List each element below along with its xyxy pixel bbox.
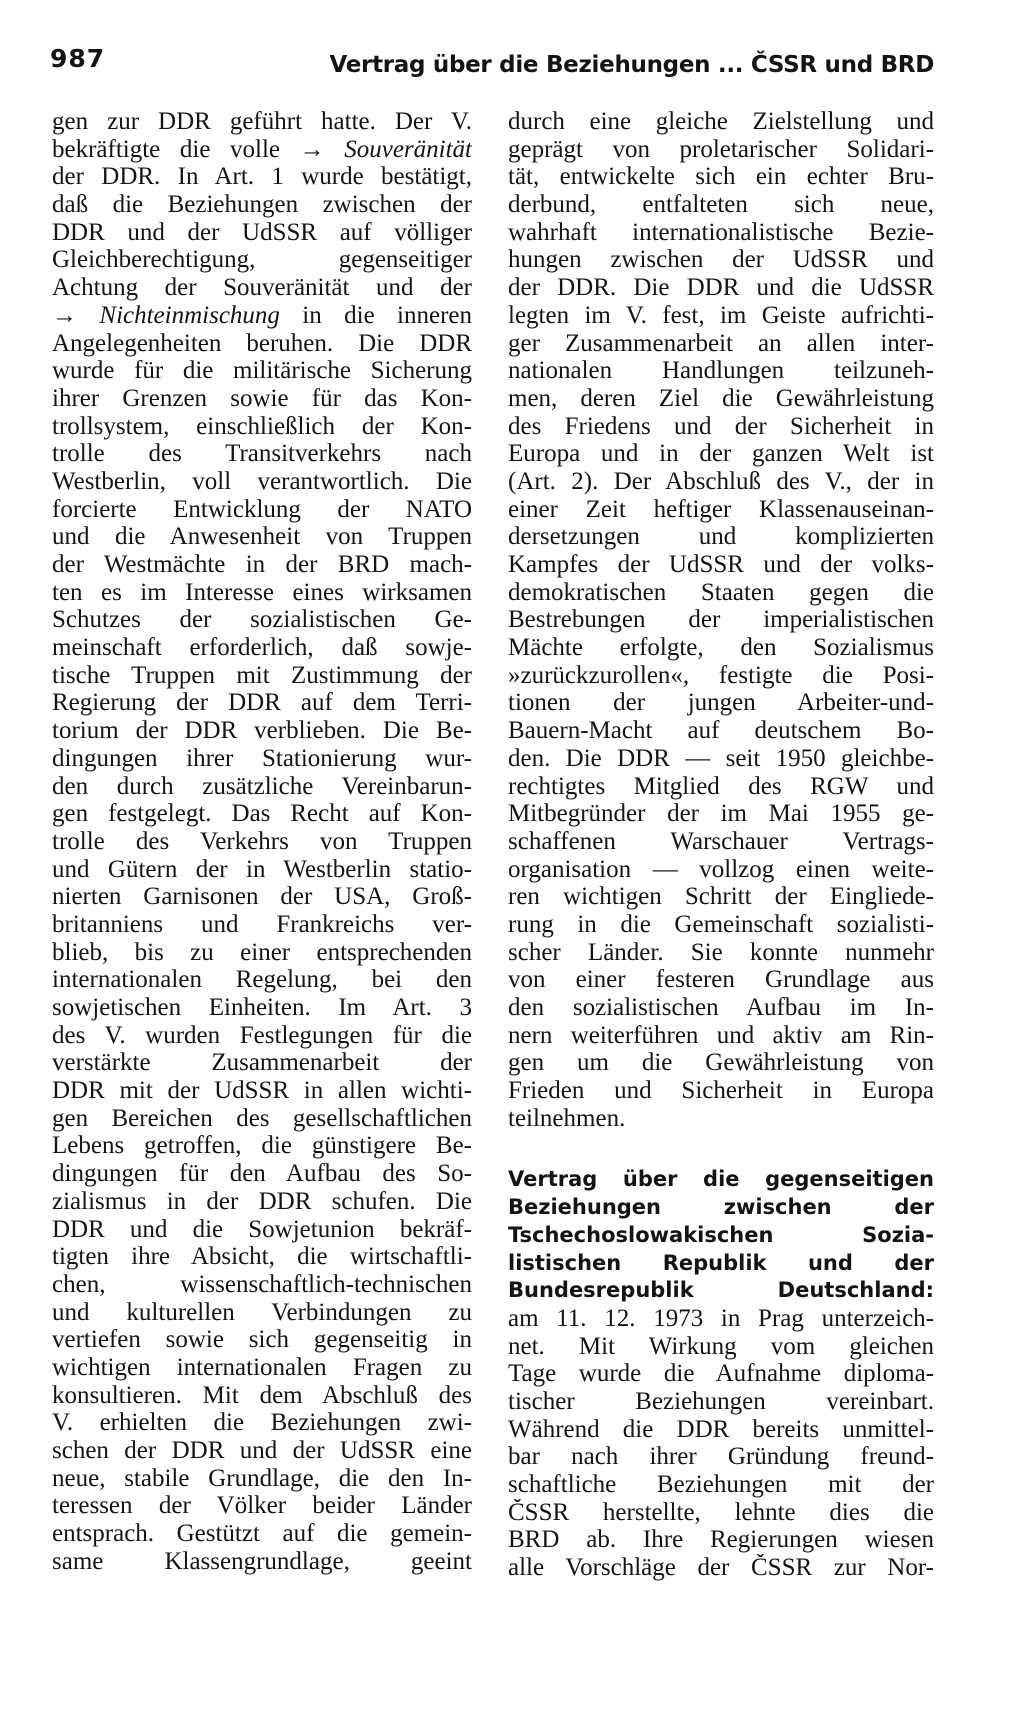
text-line: scher Länder. Sie konnte nunmehr — [508, 938, 934, 966]
entry-body-line: tischer Beziehungen vereinbart. — [508, 1387, 934, 1415]
entry-heading-line: listischen Republik und der — [508, 1250, 934, 1275]
text-line: wichtigen internationalen Fragen zu — [52, 1353, 472, 1381]
text-line: dingungen ihrer Stationierung wur- — [52, 744, 472, 772]
entry-body-line: net. Mit Wirkung vom gleichen — [508, 1332, 934, 1360]
text-line: tät, entwickelte sich ein echter Bru- — [508, 163, 934, 191]
text-line: same Klassengrundlage, geeint — [52, 1547, 472, 1575]
text-line: gen um die Gewährleistung von — [508, 1049, 934, 1077]
text-line: legten im V. fest, im Geiste aufrichti- — [508, 301, 934, 329]
text-line: Bestrebungen der imperialistischen — [508, 606, 934, 634]
text-line: schen der DDR und der UdSSR eine — [52, 1437, 472, 1464]
text-line: forcierte Entwicklung der NATO — [52, 495, 472, 523]
text-line: dingungen für den Aufbau des So- — [52, 1160, 472, 1188]
text-line: tigten ihre Absicht, die wirtschaftli- — [52, 1243, 472, 1271]
text-line: DDR mit der UdSSR in allen wichti- — [52, 1077, 472, 1105]
text-line: gen Bereichen des gesellschaftlichen — [52, 1104, 472, 1132]
text-line: trolle des Transitverkehrs nach — [52, 440, 472, 468]
text-line: Mitbegründer der im Mai 1955 ge- — [508, 800, 934, 828]
text-line: torium der DDR verblieben. Die Be- — [52, 717, 472, 745]
text-line: ten es im Interesse eines wirksamen — [52, 578, 472, 606]
text-line: den durch zusätzliche Vereinbarun- — [52, 772, 472, 800]
text-line: konsultieren. Mit dem Abschluß des — [52, 1381, 472, 1409]
text-line: von einer festeren Grundlage aus — [508, 966, 934, 994]
text-line: daß die Beziehungen zwischen der — [52, 191, 472, 219]
text-line: und Gütern der in Westberlin statio- — [52, 855, 472, 883]
entry-body-line: Während die DDR bereits unmittel- — [508, 1415, 934, 1443]
text-line: hungen zwischen der UdSSR und — [508, 246, 934, 274]
entry-body-line: alle Vorschläge der ČSSR zur Nor- — [508, 1554, 934, 1582]
text-line: zialismus in der DDR schufen. Die — [52, 1187, 472, 1215]
text-line: schaffenen Warschauer Vertrags- — [508, 827, 934, 855]
cross-reference-term: Souveränität — [344, 135, 472, 163]
text-line: und die Anwesenheit von Truppen — [52, 523, 472, 551]
text-line: teressen der Völker beider Länder — [52, 1492, 472, 1520]
left-column — [52, 108, 472, 1575]
text-line: Europa und in der ganzen Welt ist — [508, 440, 934, 468]
text-line: Lebens getroffen, die günstigere Be- — [52, 1132, 472, 1160]
text-line: meinschaft erforderlich, daß sowje- — [52, 634, 472, 662]
entry-body-line: bar nach ihrer Gründung freund- — [508, 1443, 934, 1471]
page-number: 987 — [50, 44, 106, 73]
text-line: und kulturellen Verbindungen zu — [52, 1298, 472, 1326]
text-line: internationalen Regelung, bei den — [52, 966, 472, 994]
text-line: Kampfes der UdSSR und der volks- — [508, 551, 934, 578]
entry-body-line: schaftliche Beziehungen mit der — [508, 1471, 934, 1498]
text-line: einer Zeit heftiger Klassenauseinan- — [508, 495, 934, 523]
text-line: vertiefen sowie sich gegenseitig in — [52, 1326, 472, 1354]
text-line: der Westmächte in der BRD mach- — [52, 551, 472, 578]
text-line: entsprach. Gestützt auf die gemein- — [52, 1520, 472, 1548]
text-line: den sozialistischen Aufbau im In- — [508, 994, 934, 1021]
cross-reference-term: Nichteinmischung — [99, 301, 280, 329]
text-line: des Friedens und der Sicherheit in — [508, 412, 934, 440]
text-line: tionen der jungen Arbeiter-und- — [508, 689, 934, 717]
text-line: tische Truppen mit Zustimmung der — [52, 661, 472, 689]
text-line: (Art. 2). Der Abschluß des V., der in — [508, 467, 934, 495]
entry-spacer — [508, 1132, 934, 1166]
text-line: rung in die Gemeinschaft sozialisti- — [508, 910, 934, 938]
text-line: des V. wurden Festlegungen für die — [52, 1021, 472, 1049]
text-line: trolle des Verkehrs von Truppen — [52, 827, 472, 855]
right-column — [508, 108, 934, 1582]
text-line: chen, wissenschaftlich-technischen — [52, 1270, 472, 1298]
text-line: men, deren Ziel die Gewährleistung — [508, 384, 934, 412]
text-line: bekräftigte die volle → Souveränität — [52, 135, 472, 163]
text-line: DDR und der UdSSR auf völliger — [52, 218, 472, 246]
running-title: Vertrag über die Beziehungen ... ČSSR und BRD — [329, 52, 934, 78]
text-line: V. erhielten die Beziehungen zwi- — [52, 1409, 472, 1437]
text-line: Gleichberechtigung, gegenseitiger — [52, 246, 472, 274]
text-line: neue, stabile Grundlage, die den In- — [52, 1464, 472, 1492]
text-line: ihrer Grenzen sowie für das Kon- — [52, 384, 472, 412]
text-line: dersetzungen und komplizierten — [508, 523, 934, 551]
text-line: wurde für die militärische Sicherung — [52, 357, 472, 385]
text-line: durch eine gleiche Zielstellung und — [508, 108, 934, 135]
entry-heading-line: Beziehungen zwischen der — [508, 1195, 934, 1220]
entry-heading-line: Vertrag über die gegenseitigen — [508, 1167, 934, 1192]
entry-body-line: am 11. 12. 1973 in Prag unterzeich- — [508, 1304, 934, 1332]
text-line: »zurückzurollen«, festigte die Posi- — [508, 661, 934, 689]
text-line: der DDR. In Art. 1 wurde bestätigt, — [52, 163, 472, 191]
entry-body-line: Tage wurde die Aufnahme diploma- — [508, 1360, 934, 1388]
text-line: → Nichteinmischung in die inneren — [52, 301, 472, 329]
text-line: trollsystem, einschließlich der Kon- — [52, 412, 472, 440]
text-line: DDR und die Sowjetunion bekräf- — [52, 1215, 472, 1243]
text-line: rechtigtes Mitglied des RGW und — [508, 772, 934, 800]
text-line: ger Zusammenarbeit an allen inter- — [508, 329, 934, 357]
text-line: Bauern-Macht auf deutschem Bo- — [508, 717, 934, 745]
entry-body-line: ČSSR herstellte, lehnte dies die — [508, 1498, 934, 1526]
text-line: nern weiterführen und aktiv am Rin- — [508, 1021, 934, 1049]
text-line: geprägt von proletarischer Solidari- — [508, 135, 934, 163]
text-line: organisation — vollzog einen weite- — [508, 855, 934, 883]
text-line: gen zur DDR geführt hatte. Der V. — [52, 108, 472, 135]
text-line: Mächte erfolgte, den Sozialismus — [508, 634, 934, 662]
text-line: nierten Garnisonen der USA, Groß- — [52, 883, 472, 911]
text-line: Regierung der DDR auf dem Terri- — [52, 689, 472, 717]
text-line: britanniens und Frankreichs ver- — [52, 910, 472, 938]
text-line: der DDR. Die DDR und die UdSSR — [508, 274, 934, 302]
text-line: blieb, bis zu einer entsprechenden — [52, 938, 472, 966]
text-line: Frieden und Sicherheit in Europa — [508, 1077, 934, 1105]
text-line: den. Die DDR — seit 1950 gleichbe- — [508, 744, 934, 772]
text-line: gen festgelegt. Das Recht auf Kon- — [52, 800, 472, 828]
text-line: nationalen Handlungen teilzuneh- — [508, 357, 934, 385]
text-line: Angelegenheiten beruhen. Die DDR — [52, 329, 472, 357]
entry-body-line: BRD ab. Ihre Regierungen wiesen — [508, 1526, 934, 1554]
entry-heading-line: Bundesrepublik Deutschland: — [508, 1278, 934, 1303]
text-line: wahrhaft internationalistische Bezie- — [508, 218, 934, 246]
text-line: verstärkte Zusammenarbeit der — [52, 1049, 472, 1077]
text-line: derbund, entfalteten sich neue, — [508, 191, 934, 219]
text-line: sowjetischen Einheiten. Im Art. 3 — [52, 994, 472, 1021]
text-line: ren wichtigen Schritt der Eingliede- — [508, 883, 934, 911]
text-line: demokratischen Staaten gegen die — [508, 578, 934, 606]
entry-heading-line: Tschechoslowakischen Sozia- — [508, 1222, 934, 1247]
text-line: teilnehmen. — [508, 1104, 626, 1132]
text-line: Westberlin, voll verantwortlich. Die — [52, 467, 472, 495]
text-line: Achtung der Souveränität und der — [52, 274, 472, 302]
text-line: Schutzes der sozialistischen Ge- — [52, 606, 472, 634]
